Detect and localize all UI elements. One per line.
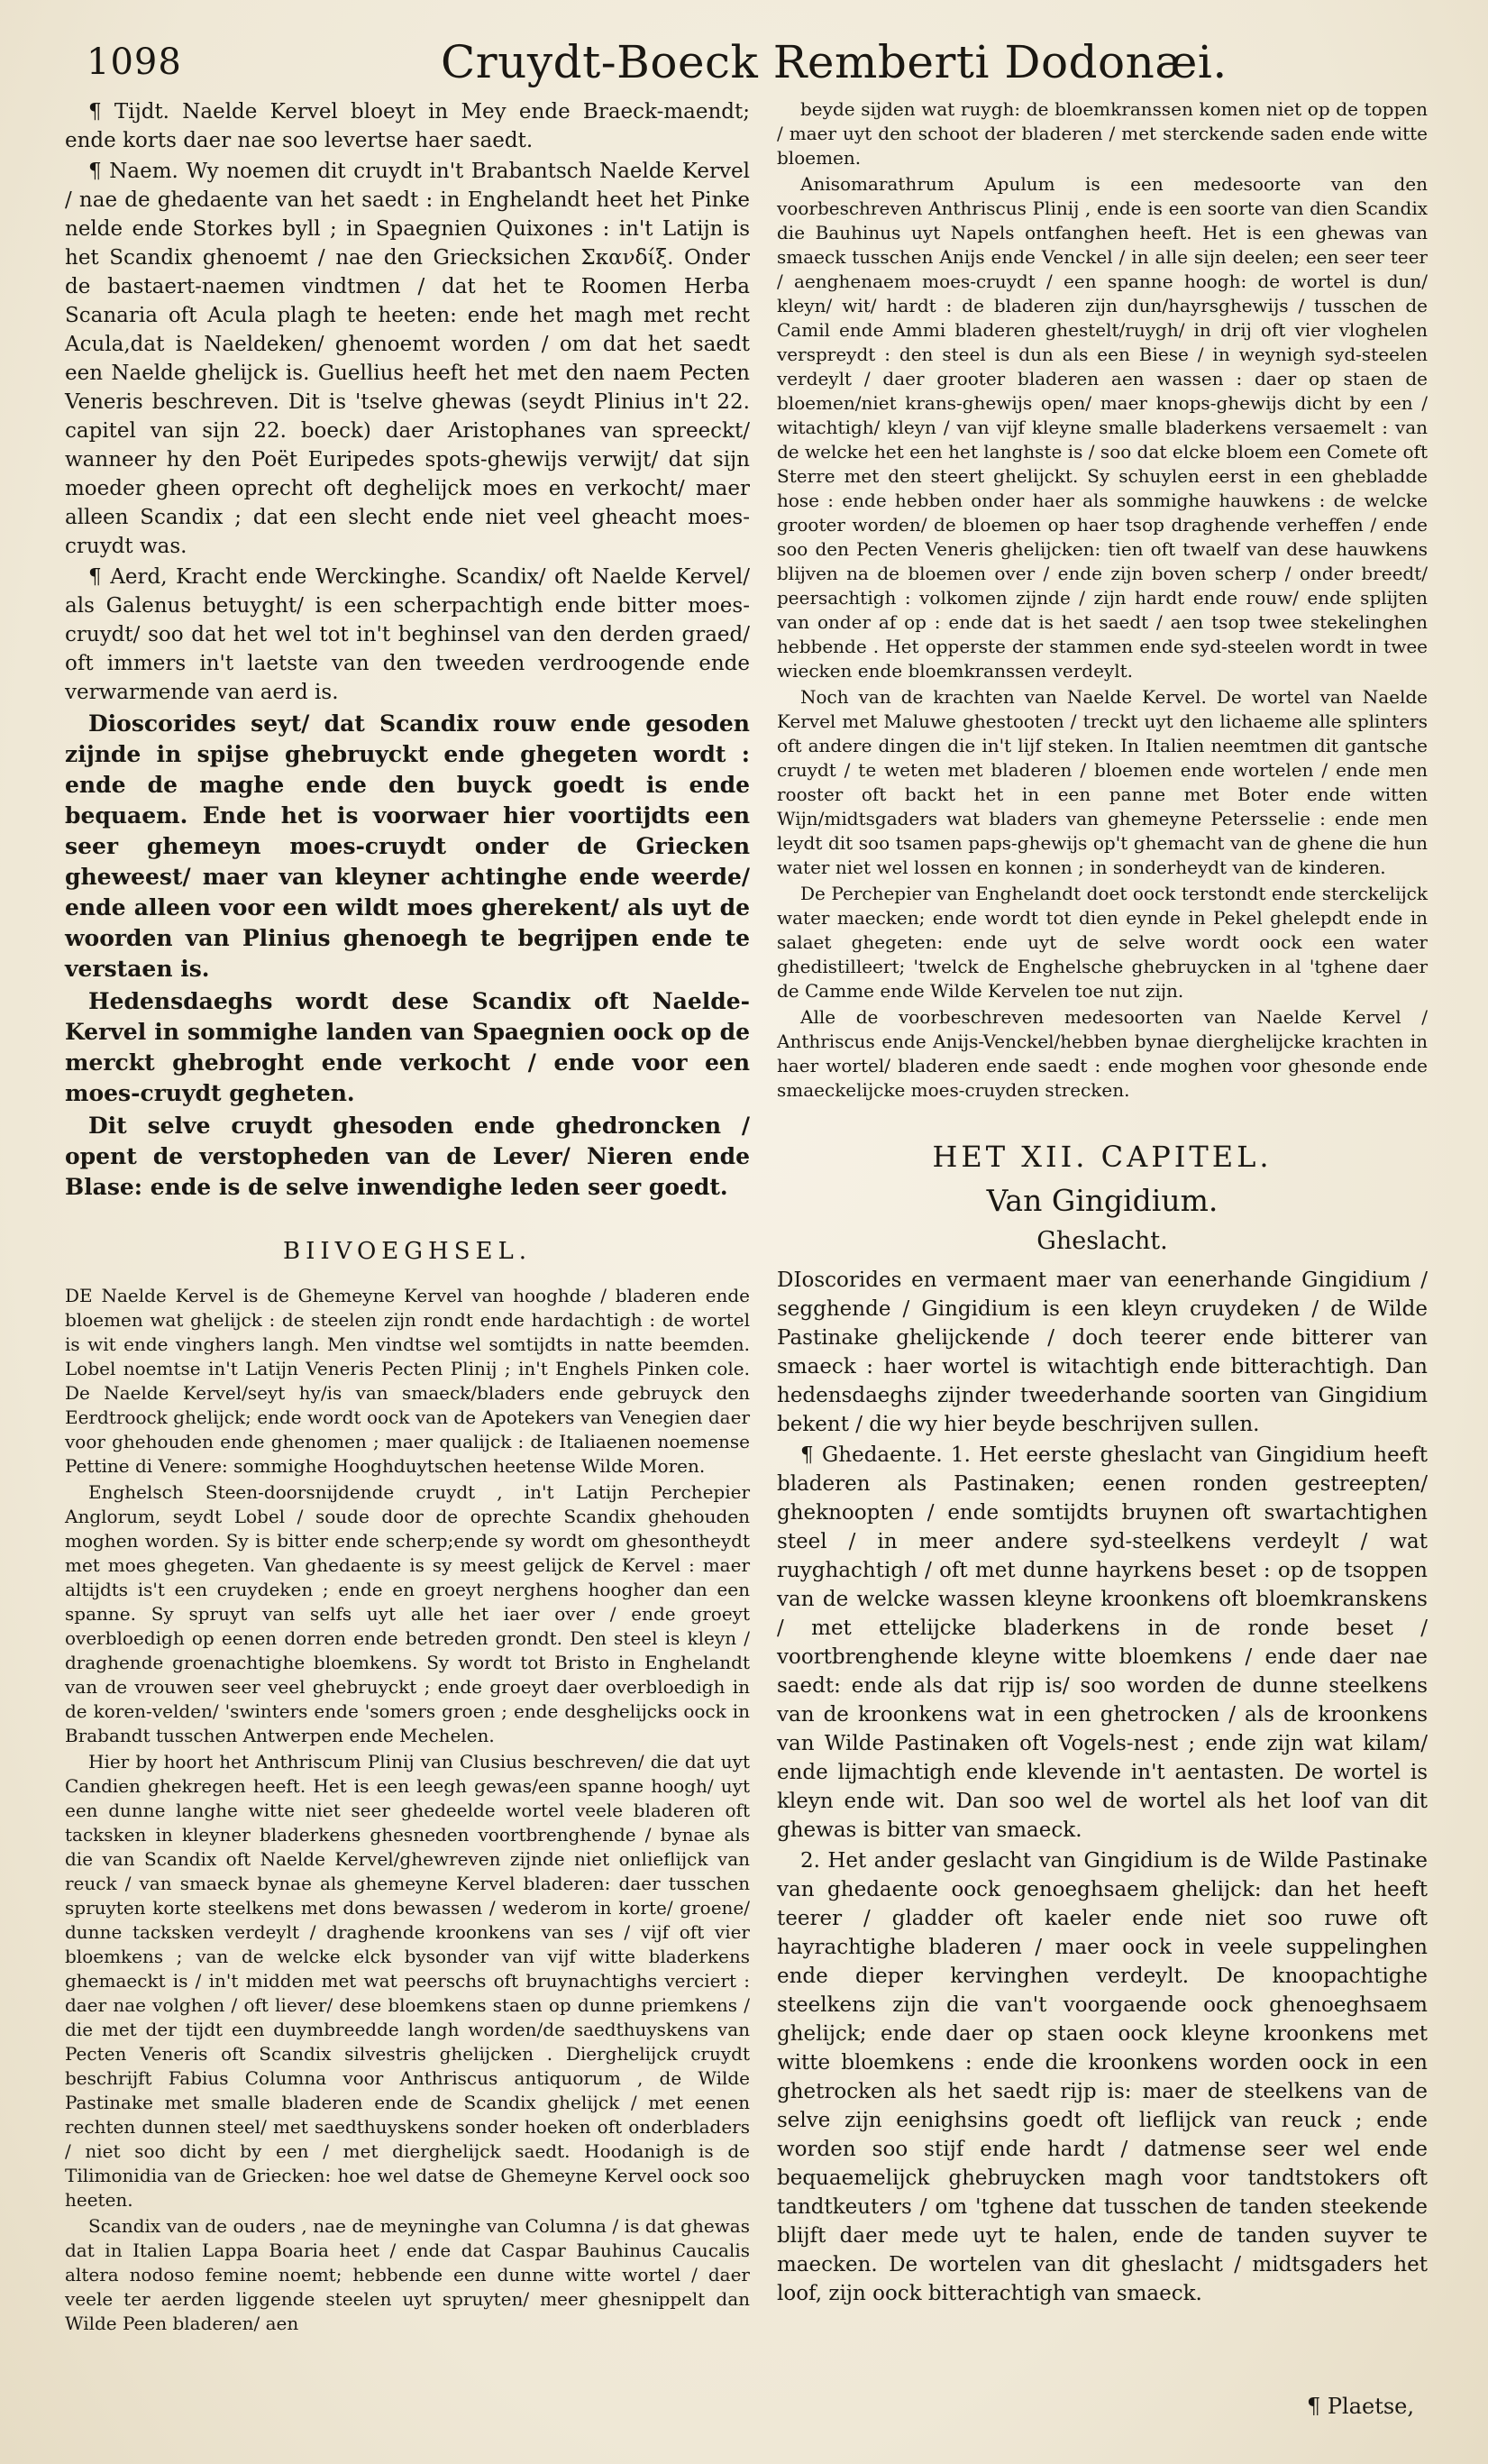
chapter-title: Van Gingidium. [986,1182,1219,1218]
running-title: Cruydt-Boeck Remberti Dodonæi. [441,36,1228,88]
paragraph-hedensdaeghs: Hedensdaeghs wordt dese Scandix oft Naelde-Kervel in sommighe landen van Spaegnien oock op de merckt ghebroght ende verkocht / ende voor een moes-cruydt gegheten. [65,988,750,1106]
right-paragraph-alle: Alle de voorbeschreven medesoorten van Naelde Kervel / Anthriscus ende Anijs-Venckel/hebben bynae dierghelijcke krachten in haer wortel/ bladeren ende saedt : ende moghen voor ghesonde ende smaeckelijcke moes-cruyden strecken. [777,1006,1428,1101]
paragraph-tijdt: ¶ Tijdt. Naelde Kervel bloeyt in Mey ende Braeck-maendt; ende korts daer nae soo levertse haer saedt. [65,100,750,152]
paragraph-naem: ¶ Naem. Wy noemen dit cruydt in't Brabantsch Naelde Kervel / nae de ghedaente van het saedt : in Enghelandt heet het Pinke nelde ende Storkes byll ; in Spaegnien Quixones : in't Latijn is het Scandix ghenoemt / nae den Griecksichen Σκανδίξ. Onder de bastaert-naemen vindtmen / dat het te Roomen Herba Scanaria oft Acula plagh te heeten: ende het magh met recht Acula,dat is Naeldeken/ ghenoemt worden / om dat het saedt een Naelde ghelijck is. Guellius heeft het met den naem Pecten Veneris beschreven. Dit is 'tselve ghewas (seydt Plinius in't 22. capitel van sijn 22. boeck) daer Aristophanes van spreeckt/ wanneer hy den Poët Euripedes spots-ghewijs verwijt/ dat sijn moeder gheen oprecht oft deghelijck moes en verkocht/ maer alleen Scandix ; dat een slecht ende niet veel gheacht moes-cruydt was. [65,160,750,558]
paragraph-dit-selve: Dit selve cruydt ghesoden ende ghedroncken / opent de verstopheden van de Lever/ Nieren ende Blase: ende is de selve inwendighe leden seer goedt. [65,1113,750,1200]
appendix-paragraph-4: Scandix van de ouders , nae de meyninghe van Columna / is dat ghewas dat in Italien Lappa Boaria heet / ende dat Caspar Bauhinus Caucalis altera nodoso femine noemt; hebbende een dunne witte wortel / daer veele ter aerden liggende steelen uyt spruyten/ meer ghesnippelt dan Wilde Peen bladeren/ aen [65,2214,750,2334]
right-paragraph-perchepier: De Perchepier van Enghelandt doet oock terstondt ende sterckelijck water maecken; ende wordt tot dien eynde in Pekel ghelepdt ende in salaet ghegeten: ende uyt de selve wordt oock een water ghedistilleert; 'twelck de Enghelsche ghebruycken in al 'tghene daer de Camme ende Wilde Kervelen toe nut zijn. [777,883,1428,1002]
chapter-subtitle: Gheslacht. [1036,1227,1168,1256]
right-column [777,97,1428,2310]
appendix-paragraph-3: Hier by hoort het Anthriscum Plinij van Clusius beschreven/ die dat uyt Candien ghekregen heeft. Het is een leegh gewas/een spanne hoogh/ uyt een dunne langhe witte niet seer ghedeelde wortel veele bladeren oft tacksken in kleyner bladerkens ghesneden voortbrenghende / bynae als die van Scandix oft Naelde Kervel/ghewreven zijnde niet onlieflijck van reuck / van smaeck bynae als ghemeyne Kervel bladeren: daer tusschen spruyten korte steelkens met dons bewassen / wederom in korte/ groene/ dunne tacksken verdeylt / draghende kroonkens van ses / vijf oft vier bloemkens ; van de welcke elck bysonder van vijf witte bladerkens ghemaeckt is / in't midden met wat peerschs oft bruynachtighs verciert : daer nae volghen / oft liever/ dese bloemkens staen op dunne priemkens / die met der tijdt een duymbreedde langh worden/de saedthuyskens van Pecten Veneris oft Scandix silvestris ghelijcken . Dierghelijck cruydt beschrijft Fabius Columna voor Anthriscus antiquorum , de Wilde Pastinake met smalle bladeren ende de Scandix ghelijck / met eenen rechten dunnen steel/ met saedthuyskens sonder hoeken oft onderbladers / niet soo dicht by een / met dierghelijck saedt. Hoodanigh is de Tilimonidia van de Griecken: hoe wel datse de Ghemeyne Kervel oock soo heeten. [65,1750,750,2211]
appendix-paragraph-2: Enghelsch Steen-doorsnijdende cruydt , in't Latijn Perchepier Anglorum, seydt Lobel / soude door de oprechte Scandix ghehouden moghen worden. Sy is bitter ende scherp;ende sy wordt om ghesontheydt met moes ghegeten. Van ghedaente is sy meest gelijck de Kervel : maer altijdts is't een cruydeken ; ende en groeyt nerghens hoogher dan een spanne. Sy spruyt van selfs uyt alle het iaer over / ende groeyt overbloedigh op eenen dorren ende betreden grondt. Den steel is kleyn / draghende groenachtighe bloemkens. Sy wordt tot Bristo in Enghelandt van de vrouwen seer veel ghebruyckt ; ende groeyt daer overbloedigh in de koren-velden/ 'swinters ende 'somers groen ; ende desghelijcks oock in Brabandt tusschen Antwerpen ende Mechelen. [65,1480,750,1746]
appendix-paragraph-1: DE Naelde Kervel is de Ghemeyne Kervel van hooghde / bladeren ende bloemen wat ghelijck : de steelen zijn rondt ende hardachtigh : de wortel is wit ende vinghers langh. Men vindtse wel somtijdts in natte beemden. Lobel noemtse in't Latijn Veneris Pecten Plinij ; in't Enghels Pinken cole. De Naelde Kervel/seyt hy/is van smaeck/bladers ende gebruyck den Eerdtroock ghelijck; ende wordt oock van de Apotekers van Venegien daer voor ghehouden ende ghenomen ; maer qualijck : de Italiaenen noemense Pettine di Venere: sommighe Hooghduytschen heetense Wilde Moren. [65,1284,750,1477]
chapter-paragraph-ghedaente-1: ¶ Ghedaente. 1. Het eerste gheslacht van Gingidium heeft bladeren als Pastinaken; eenen ronden gestreepten/ gheknoopten / ende somtijdts bruynen oft swartachtighen steel / in meer andere syd-steelkens verdeylt / wat ruyghachtigh / oft met dunne hayrkens beset : op de tsoppen van de welcke wassen kleyne kroonkens oft bloemkranskens / met ettelijcke bladerkens in de ronde beset / voortbrenghende kleyne witte bloemkens / ende daer nae saedt: ende als dat rijp is/ soo worden de dunne steelkens van de kroonkens wat in een ghetrocken / als de kroonkens van Wilde Pastinaken oft Vogels-nest ; ende zijn wat kilam/ ende lijmachtigh ende klevende in't aentasten. De wortel is kleyn ende wit. Dan soo wel de wortel als het loof van dit ghewas is bitter van smaeck. [777,1443,1428,1842]
page-number: 1098 [87,41,182,83]
chapter-paragraph-intro: DIoscorides en vermaent maer van eenerhande Gingidium / segghende / Gingidium is een kleyn cruydeken / de Wilde Pastinake ghelijckende / doch teerer ende bitterer van smaeck : haer wortel is witachtigh ende bitterachtigh. Dan hedensdaeghs zijnder tweederhande soorten van Gingidium bekent / die wy hier beyde beschrijven sullen. [777,1268,1428,1436]
left-column [65,97,750,2338]
right-paragraph-1: beyde sijden wat ruygh: de bloemkranssen komen niet op de toppen / maer uyt den schoot der bladeren / met sterckende saden ende witte bloemen. [777,98,1428,169]
right-paragraph-anisomarathrum: Anisomarathrum Apulum is een medesoorte van den voorbeschreven Anthriscus Plinij , ende is een soorte van dien Scandix die Bauhinus uyt Napels ontfanghen heeft. Het is een ghewas van smaeck tusschen Anijs ende Venckel / in alle sijn deelen; een seer teer / aenghenaem moes-cruydt / een spanne hoogh: de wortel is dun/ kleyn/ wit/ hardt : de bladeren zijn dun/hayrsghewijs / tusschen de Camil ende Ammi bladeren ghestelt/ruygh/ in drij oft vier vloghelen verspreydt : den steel is dun als een Biese / in weynigh syd-steelen verdeylt / daer grooter bladeren aen wassen : daer op staen de bloemen/niet krans-ghewijs open/ maer knops-ghewijs dicht by een / witachtigh/ kleyn / van vijf kleyne smalle bladerkens versaemelt : van de welcke het een het langhste is / soo dat elcke bloem een Comete oft Sterre met den steert ghelijckt. Sy schuylen eerst in een ghebladde hose : ende hebben onder haer als sommighe hauwkens : de welcke grooter worden/ de bloemen op haer tsop draghende verheffen / ende soo den Pecten Veneris ghelijcken: tien oft twaelf van dese hauwkens blijven na de bloemen over / ende zijn boven scherp / onder breedt/ peersachtigh : volkomen zijnde / zijn hardt ende rouw/ ende splijten van onder af op : ende dat is het saedt / aen tsop twee stekelinghen hebbende . Het opperste der stammen ende syd-steelen wordt in twee wiecken ende bloemkranssen verdeylt. [777,173,1428,682]
paragraph-aerd: ¶ Aerd, Kracht ende Werckinghe. Scandix/ oft Naelde Kervel/ als Galenus betuyght/ is een scherpachtigh ende bitter moes-cruydt/ soo dat het wel tot in't beghinsel van den derden graed/ oft immers in't laetste van den tweeden verdroogende ende verwarmende van aerd is. [65,565,750,704]
paragraph-dioscorides: Dioscorides seyt/ dat Scandix rouw ende gesoden zijnde in spijse ghebruyckt ende ghegeten wordt : ende de maghe ende den buyck goedt is ende bequaem. Ende het is voorwaer hier voortijdts een seer ghemeyn moes-cruydt onder de Griecken gheweest/ maer van kleyner achtinghe ende weerde/ ende alleen voor een wildt moes gherekent/ als uyt de woorden van Plinius ghenoegh te begrijpen ende te verstaen is. [65,710,750,982]
chapter-paragraph-ghedaente-2: 2. Het ander geslacht van Gingidium is de Wilde Pastinake van ghedaente oock genoeghsaem ghelijck: dan het heeft teerer / gladder oft kaeler ende niet soo ruwe oft hayrachtighe bladeren / maer oock in veele suppelinghen ende dieper kervinghen verdeylt. De knoopachtighe steelkens zijn die van't voorgaende oock ghenoeghsaem ghelijck; ende daer op staen oock kleyne kroonkens met witte bloemkens : ende die kroonkens worden oock in een ghetrocken als het saedt rijp is: maer de steelkens van de selve zijn eenighsins goedt oft lieflijck van reuck ; ende worden soo stijf ende hardt / datmense seer wel ende bequaemelijck ghebruycken magh voor tandtstokers oft tandtkeuters / om 'tghene dat tusschen de tanden steekende blijft daer mede uyt te halen, ende de tanden suyver te maecken. De wortelen van dit gheslacht / midtsgaders het loof, zijn oock bitterachtigh van smaeck. [777,1848,1428,2305]
catchword: ¶ Plaetse, [1306,2394,1414,2419]
chapter-heading: HET XII. CAPITEL. [932,1140,1273,1174]
page-header [87,31,1228,94]
section-heading-bijvoeghsel: BIIVOEGHSEL. [282,1238,533,1265]
right-paragraph-krachten: Noch van de krachten van Naelde Kervel. De wortel van Naelde Kervel met Maluwe ghestooten / treckt uyt den lichaeme alle splinters oft andere dingen die in't lijf steken. In Italien neemtmen dit gantsche cruydt / te weten met bladeren / bloemen ende wortelen / ende men rooster oft backt het in een panne met Boter ende witten Wijn/midtsgaders wat bladers van ghemeyne Petersselie : ende men leydt dit soo tsamen paps-ghewijs op't ghemacht van de ghene die hun water niet wel lossen en konnen ; in sonderheydt van de kinderen. [777,686,1428,878]
